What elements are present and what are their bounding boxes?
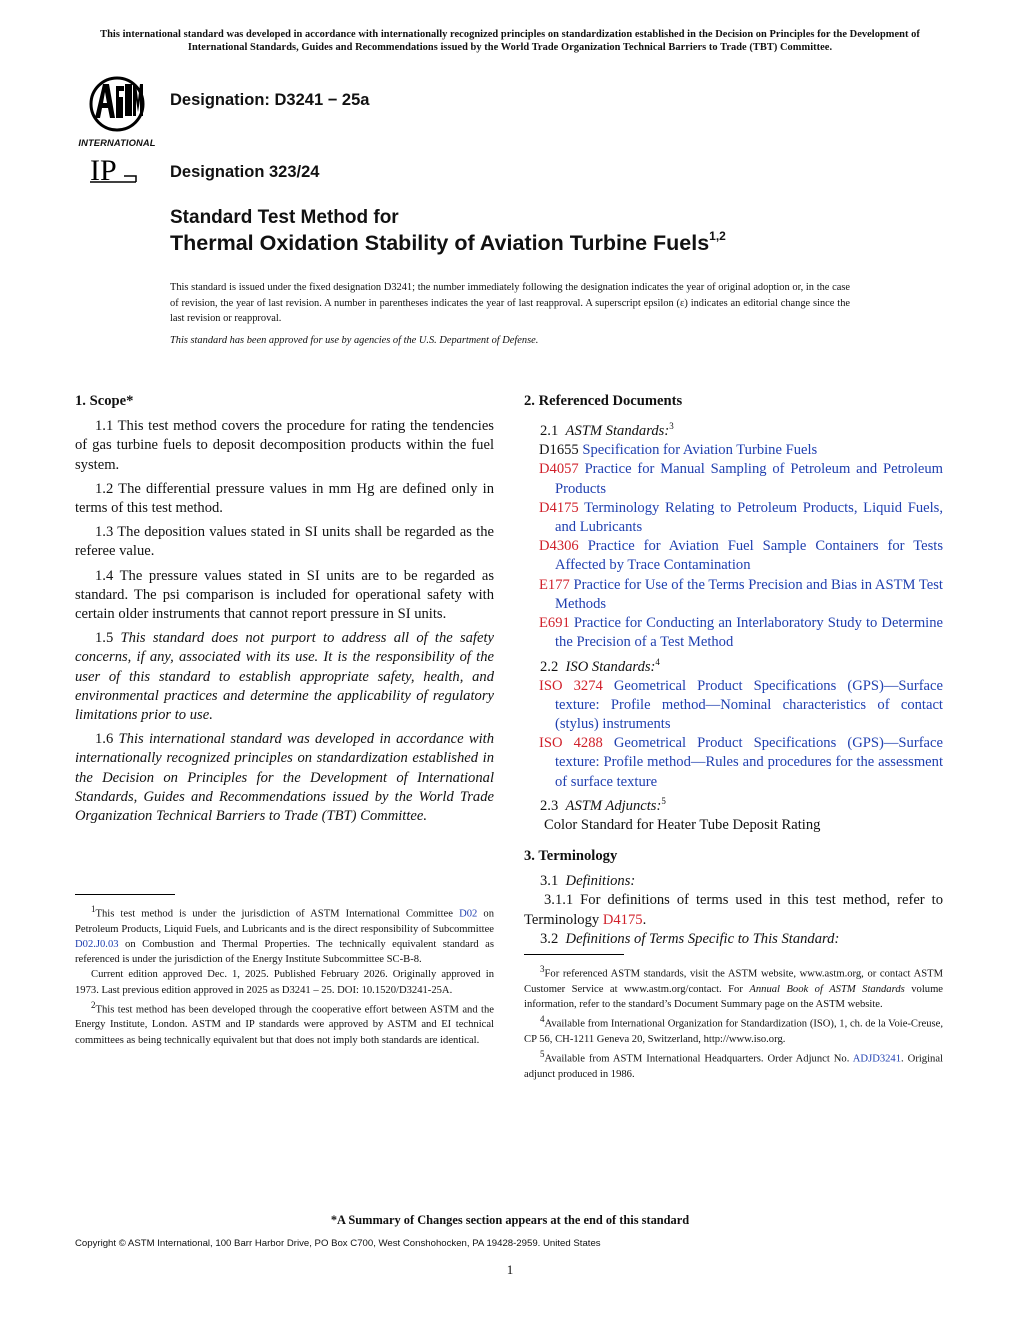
- ref-d4057[interactable]: [524, 460, 943, 498]
- specific-definitions-label: [524, 930, 943, 949]
- astm-standards-text: ASTM Standards:: [565, 423, 670, 440]
- ref-title-link[interactable]: Practice for Use of the Terms Precision and Bias in ASTM Test Methods: [555, 576, 943, 612]
- subcommittee-link[interactable]: D02.J0.03: [75, 938, 119, 950]
- ref-code[interactable]: D4175: [539, 499, 579, 516]
- footnote-3-italic: Annual Book of ASTM Standards: [749, 983, 905, 995]
- scope-1-1: 1.1 This test method covers the procedure for rating the tendencies of gas turbine fuels to deposit decomposition products within the fuel system.: [75, 418, 494, 473]
- scope-1-5: [75, 629, 494, 725]
- ref-e177[interactable]: [524, 576, 943, 614]
- definitions-text: Definitions:: [565, 873, 636, 890]
- ref-iso-3274[interactable]: [524, 677, 943, 735]
- astm-footnote-ref[interactable]: 3: [669, 421, 674, 432]
- ref-code[interactable]: E177: [539, 576, 570, 593]
- ref-d4175[interactable]: [524, 499, 943, 537]
- footnote-divider-right: [524, 954, 624, 955]
- ref-title-link[interactable]: Specification for Aviation Turbine Fuels: [582, 442, 818, 459]
- ref-code[interactable]: E691: [539, 615, 570, 632]
- refdocs-heading: 2. Referenced Documents: [524, 393, 683, 409]
- ref-title-link[interactable]: Geometrical Product Specifications (GPS)—Surface texture: Profile method—Nominal characteristics of contact (stylus) instruments: [555, 677, 943, 732]
- ref-title-link[interactable]: Practice for Manual Sampling of Petroleum and Petroleum Products: [555, 461, 943, 497]
- footnote-divider-left: [75, 894, 175, 895]
- footnote-5-text-b: . Original adjunct produced in 1986.: [524, 1053, 943, 1080]
- ref-iso-4288[interactable]: [524, 734, 943, 792]
- designation-ip: Designation 323/24: [170, 163, 320, 181]
- scope-1-6-number: 1.6: [95, 731, 114, 748]
- adjuncts-footnote-ref[interactable]: 5: [661, 795, 666, 806]
- svg-text:P: P: [100, 154, 117, 187]
- footnote-4: $^4$Available from International Organization for Standardization (ISO), 1, ch. de la Voie-Creuse, CP 56, CH-1211 Geneva 20, Switzerland, http://www.iso.org.: [524, 1014, 943, 1045]
- ref-title-link[interactable]: Practice for Aviation Fuel Sample Containers for Tests Affected by Trace Contamination: [555, 538, 943, 574]
- footnotes-right: [524, 962, 943, 1082]
- footnote-1-edition: Current edition approved Dec. 1, 2025. Published February 2026. Originally approved in 1973. Last previous edition approved in 2025 as D3241 – 25. DOI: 10.1520/D3241-25A.: [75, 969, 494, 996]
- footnote-2: $^2$This test method has been developed through the cooperative effort between ASTM and the Energy Institute, London. ASTM and IP standards were approved by ASTM and EI technical committees as being technically equivalent but that does not imply both standards are identical.: [75, 999, 494, 1046]
- footnote-1-text-a: This test method is under the jurisdiction of ASTM International Committee: [95, 908, 453, 920]
- scope-heading: 1. Scope*: [75, 393, 134, 409]
- specific-definitions-number: 3.2: [540, 930, 559, 947]
- adjuncts-number: 2.3: [540, 797, 559, 814]
- scope-1-4: 1.4 The pressure values stated in SI units are to be regarded as standard. The psi comparison is included for operational safety with certain older instruments that cannot report pressure in SI units.: [75, 567, 494, 623]
- scope-1-6: [75, 730, 494, 826]
- astm-standards-label: [524, 417, 943, 441]
- footnotes-left: [75, 902, 494, 1048]
- adjunct-color-standard: Color Standard for Heater Tube Deposit Rating: [544, 816, 821, 833]
- terminology-heading: 3. Terminology: [524, 848, 618, 865]
- svg-text:I: I: [90, 154, 100, 187]
- footnote-4-text: Available from International Organization for Standardization (ISO), 1, ch. de la Voie-Creuse, CP 56, CH-1211 Geneva 20, Switzerland, http://www.iso.org.: [524, 1018, 943, 1045]
- definitions-label: [524, 872, 943, 891]
- scope-1-5-number: 1.5: [95, 630, 114, 647]
- ref-title-link[interactable]: Practice for Conducting an Interlaboratory Study to Determine the Precision of a Test Method: [555, 615, 944, 651]
- definition-3-1-1-text: 3.1.1 For definitions of terms used in this test method, refer to Terminology: [524, 892, 943, 928]
- summary-of-changes-note: *A Summary of Changes section appears at the end of this standard: [330, 1213, 690, 1227]
- footnote-1-text-c: on Combustion and Thermal Properties. The technically equivalent standard as referenced is under the jurisdiction of the Energy Institute Subcommittee SC-B-8.: [75, 938, 494, 966]
- iso-standards-number: 2.2: [540, 658, 559, 675]
- astm-logo-caption: INTERNATIONAL: [78, 137, 156, 148]
- footnote-3: $^3$For referenced ASTM standards, visit the ASTM website, www.astm.org, or contact ASTM Customer Service at www.astm.org/contact. For Annual Book of ASTM Standards volume information, refer to the standard’s Document Summary page on the ASTM website.: [524, 964, 944, 1010]
- left-column: [75, 392, 494, 831]
- scope-1-2: 1.2 The differential pressure values in mm Hg are defined only in terms of this test method.: [75, 480, 494, 517]
- definitions-number: 3.1: [540, 873, 559, 890]
- footnote-5-text-a: Available from ASTM International Headquarters. Order Adjunct No.: [544, 1053, 850, 1065]
- dod-note: This standard has been approved for use by agencies of the U.S. Department of Defense.: [170, 335, 539, 346]
- iso-standards-text: ISO Standards:: [565, 658, 656, 675]
- ip-logo: [88, 152, 140, 188]
- ref-code[interactable]: D1655: [539, 442, 579, 459]
- right-column: [524, 392, 943, 949]
- ref-title-link[interactable]: Terminology Relating to Petroleum Products, Liquid Fuels, and Lubricants: [555, 499, 943, 536]
- definition-3-1-1: 3.1.1 For definitions of terms used in this test method, refer to Terminology D4175.: [524, 892, 943, 928]
- committee-d02-link[interactable]: D02: [459, 908, 478, 920]
- scope-1-6-text: This international standard was developed in accordance with internationally recognized principles on standardization established in the Decision on Principles for the Development of International Standards, Guides and Recommendations issued by the World Trade Organization Technical Barriers to Trade (TBT) Committee.: [75, 731, 495, 825]
- ref-code[interactable]: ISO 4288: [539, 735, 603, 752]
- copyright: Copyright © ASTM International, 100 Barr Harbor Drive, PO Box C700, West Conshohocken, PA 19428-2959. United States: [75, 1238, 601, 1249]
- ref-title-link[interactable]: Geometrical Product Specifications (GPS)—Surface texture: Profile method—Rules and procedures for the assessment of surface texture: [555, 735, 943, 790]
- title-footnote-ref[interactable]: 1,2: [709, 229, 726, 243]
- footnote-3-text-b: volume information, refer to the standard’s Document Summary page on the ASTM website.: [524, 983, 944, 1010]
- title-line-1: Standard Test Method for: [170, 207, 399, 228]
- title-text: Thermal Oxidation Stability of Aviation Turbine Fuels: [170, 231, 710, 255]
- header-notice: This international standard was developed in accordance with internationally recognized principles on standardization established in the Decision on Principles for the Development of International Standards, Guides and Recommendations issued by the World Trade Organization Technical Barriers to Trade (TBT) Committee.: [100, 29, 920, 53]
- specific-definitions-text: Definitions of Terms Specific to This Standard:: [565, 930, 840, 947]
- astm-standards-number: 2.1: [540, 423, 559, 440]
- iso-standards-label: [524, 653, 943, 677]
- ref-code[interactable]: D4306: [539, 538, 579, 555]
- iso-footnote-ref[interactable]: 4: [655, 656, 660, 667]
- title-line-2: [170, 231, 726, 256]
- footnote-5: $^5$Available from ASTM International Headquarters. Order Adjunct No. ADJD3241. Original adjunct produced in 1986.: [524, 1049, 943, 1080]
- astm-logo-icon: [72, 72, 162, 132]
- ref-code[interactable]: ISO 3274: [539, 677, 603, 694]
- page-number: 1: [506, 1262, 514, 1277]
- footnote-2-text: This test method has been developed through the cooperative effort between ASTM and the Energy Institute, London. ASTM and IP standards were approved by ASTM and EI technical committees as being technically equivalent but that does not imply both standards are identical.: [75, 1004, 494, 1046]
- adjuncts-label: [524, 792, 943, 816]
- ref-e691[interactable]: [524, 614, 943, 652]
- adjuncts-text: ASTM Adjuncts:: [565, 797, 662, 814]
- footnote-3-text-a: For referenced ASTM standards, visit the ASTM website, www.astm.org, or contact ASTM Customer Service at www.astm.org/contact. For: [524, 968, 943, 995]
- designation-astm: Designation: D3241 − 25a: [170, 91, 370, 109]
- scope-1-3: 1.3 The deposition values stated in SI units shall be regarded as the referee value.: [75, 524, 494, 560]
- issued-note: This standard is issued under the fixed designation D3241; the number immediately following the designation indicates the year of original adoption or, in the case of revision, the year of last revision. A number in parentheses indicates the year of last reapproval. A superscript epsilon (ε) indicates an editorial change since the last revision or reapproval.: [170, 282, 850, 324]
- ref-d4306[interactable]: [524, 537, 943, 575]
- astm-logo: [72, 72, 162, 148]
- ip-logo-icon: [88, 152, 140, 188]
- adjunct-link[interactable]: ADJD3241: [852, 1053, 902, 1065]
- ref-code[interactable]: D4057: [539, 461, 579, 478]
- terminology-d4175-link[interactable]: D4175: [602, 911, 643, 928]
- footnote-1-text-b: on Petroleum Products, Liquid Fuels, and Lubricants and is the direct responsibility of Subcommittee: [75, 908, 494, 935]
- ref-d1655[interactable]: [524, 441, 943, 460]
- scope-1-5-text: This standard does not purport to address all of the safety concerns, if any, associated with its use. It is the responsibility of the user of this standard to establish appropriate safety, health, and environmental practices and determine the applicability of regulatory limitations prior to use.: [75, 630, 494, 724]
- footnote-1: $^1$This test method is under the jurisdiction of ASTM International Committee D02 on Petroleum Products, Liquid Fuels, and Lubricants and is the direct responsibility of Subcommittee D02.J0.03 on Combustion and Thermal Properties. The technically equivalent standard as referenced is under the jurisdiction of the Energy Institute Subcommittee SC-B-8.: [75, 904, 494, 966]
